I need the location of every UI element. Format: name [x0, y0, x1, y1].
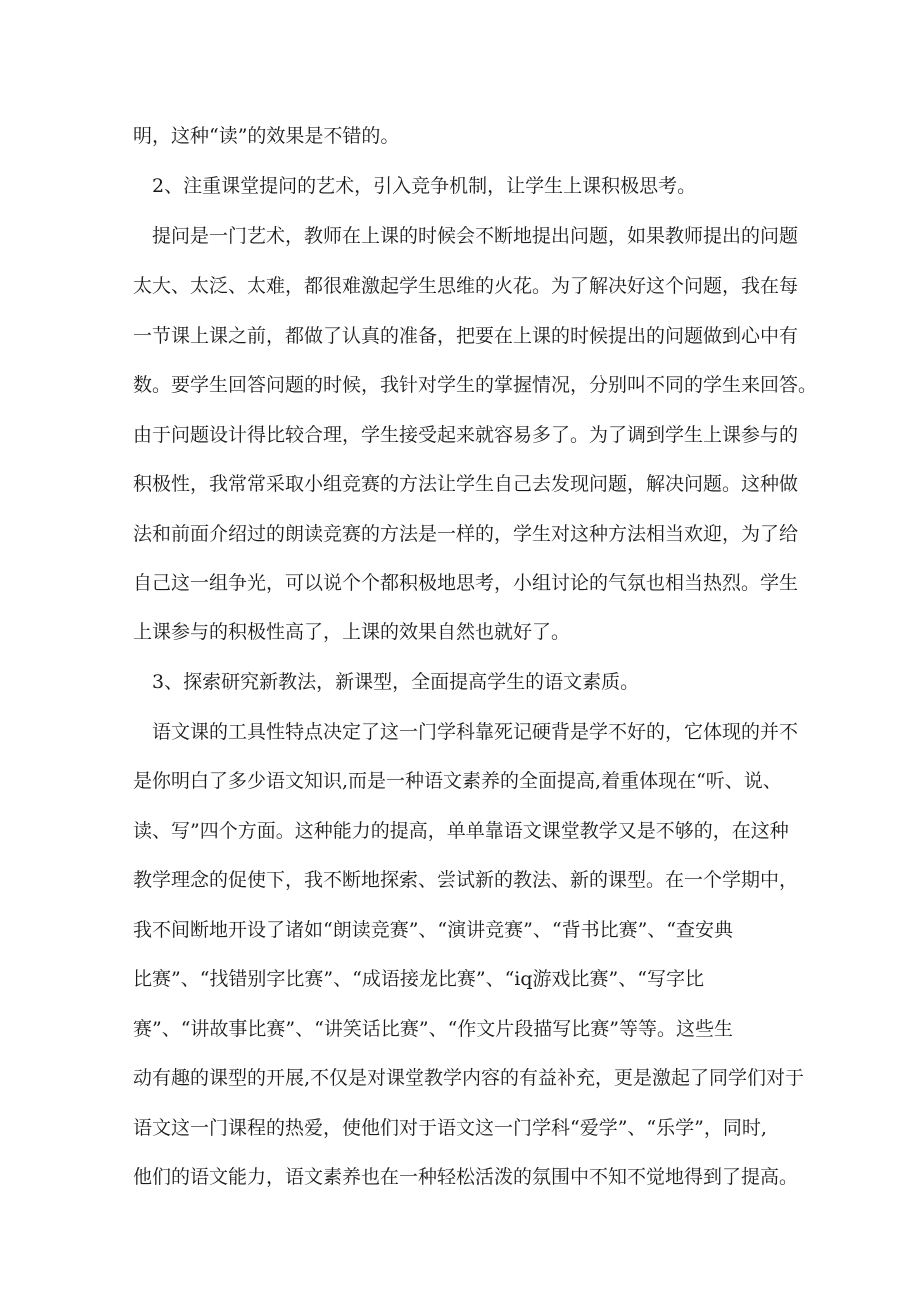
- section-heading: 2、注重课堂提问的艺术，引入竞争机制，让学生上课积极思考。: [152, 175, 697, 197]
- text-line: 教学理念的促使下，我不断地探索、尝试新的教法、新的课型。在一个学期中，: [133, 869, 799, 891]
- text-line: 他们的语文能力，语文素养也在一种轻松活泼的氛围中不知不觉地得到了提高。: [133, 1166, 799, 1188]
- text-line: 自己这一组争光，可以说个个都积极地思考，小组讨论的气氛也相当热烈。学生: [133, 572, 799, 594]
- text-line: 读、写”四个方面。这种能力的提高，单单靠语文课堂教学又是不够的，在这种: [133, 820, 789, 842]
- text-line: 太大、太泛、太难，都很难激起学生思维的火花。为了解决好这个问题，我在每: [133, 275, 799, 297]
- text-line: 数。要学生回答问题的时候，我针对学生的掌握情况，分别叫不同的学生来回答。: [133, 374, 818, 396]
- text-line: 提问是一门艺术，教师在上课的时候会不断地提出问题，如果教师提出的问题: [152, 225, 799, 247]
- text-line: 我不间断地开设了诸如“朗读竞赛”、“演讲竞赛”、“背书比赛”、“查安典: [133, 919, 733, 941]
- text-line: 一节课上课之前，都做了认真的准备，把要在上课的时候提出的问题做到心中有: [133, 325, 799, 347]
- text-line: 赛”、“讲故事比赛”、“讲笑话比赛”、“作文片段描写比赛”等等。这些生: [133, 1018, 733, 1040]
- text-line: 上课参与的积极性高了，上课的效果自然也就好了。: [133, 621, 571, 643]
- text-line: 语文这一门课程的热爱，使他们对于语文这一门学科“爱学”、“乐学”，同时,: [133, 1117, 767, 1139]
- text-line: 法和前面介绍过的朗读竞赛的方法是一样的，学生对这种方法相当欢迎，为了给: [133, 523, 799, 545]
- text-line: 语文课的工具性特点决定了这一门学科靠死记硬背是学不好的，它体现的并不: [152, 721, 799, 743]
- text-line: 比赛”、“找错别字比赛”、“成语接龙比赛”、“iq游戏比赛”、“写字比: [133, 968, 704, 990]
- text-line: 是你明白了多少语文知识,而是一种语文素养的全面提高,着重体现在“听、说、: [133, 770, 782, 792]
- text-line: 积极性，我常常采取小组竞赛的方法让学生自己去发现问题，解决问题。这种做: [133, 473, 799, 495]
- text-line: 动有趣的课型的开展,不仅是对课堂教学内容的有益补充，更是激起了同学们对于: [133, 1067, 805, 1089]
- text-line: 明，这种“读”的效果是不错的。: [133, 125, 400, 147]
- text-line: 由于问题设计得比较合理，学生接受起来就容易多了。为了调到学生上课参与的: [133, 424, 799, 446]
- section-heading: 3、探索研究新教法，新课型，全面提高学生的语文素质。: [152, 671, 640, 693]
